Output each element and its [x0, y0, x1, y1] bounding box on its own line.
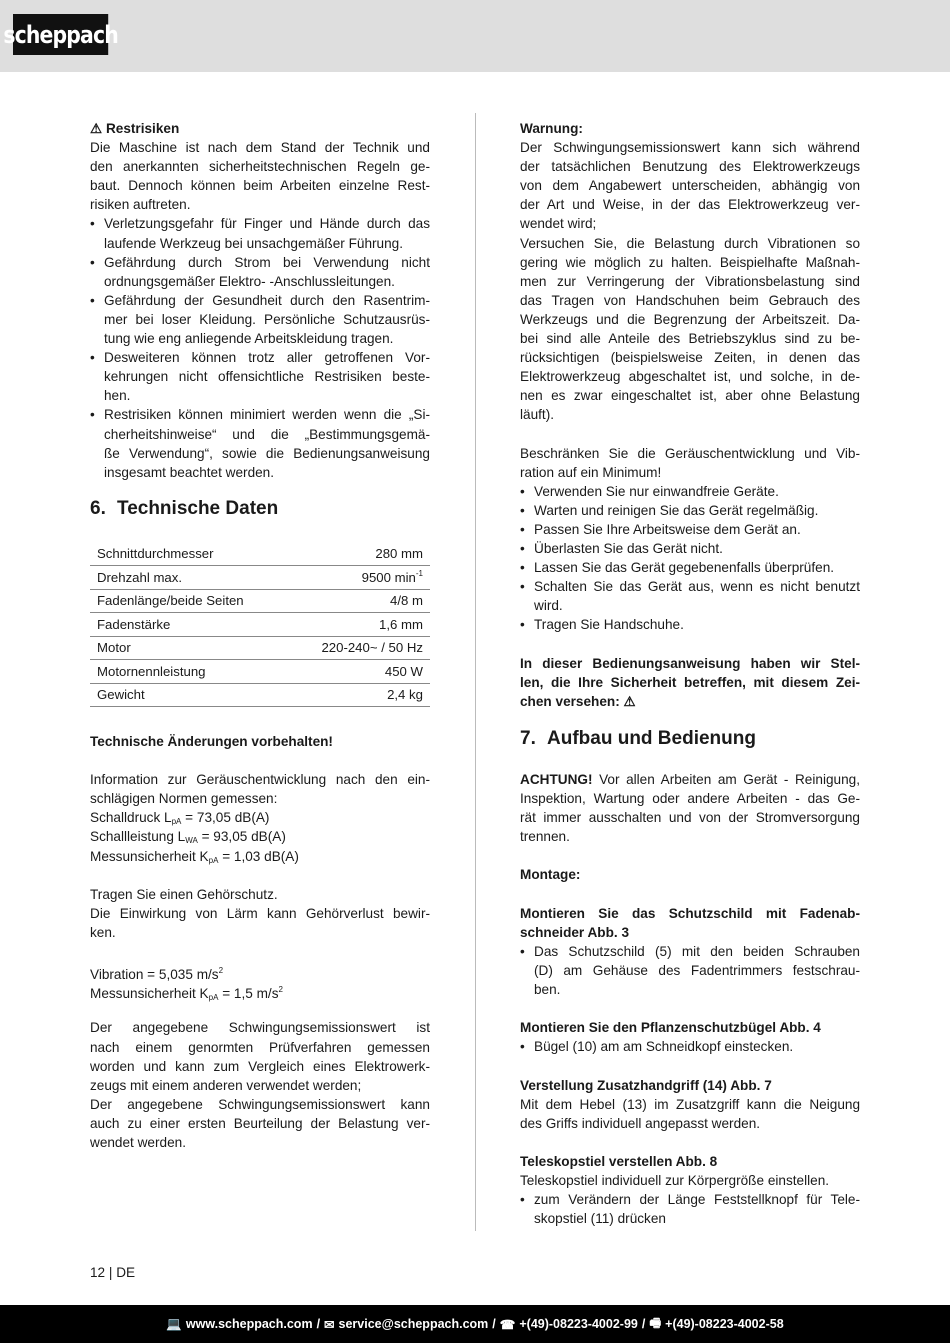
bullet-icon: •: [520, 617, 525, 633]
list-item-line: Schalten Sie das Gerät aus, wenn es nicht benutzt: [534, 579, 860, 595]
section-6-heading: [90, 498, 278, 520]
spec-value: [288, 660, 430, 684]
table-row: [90, 683, 430, 707]
spec-label: Motornennleistung: [90, 660, 288, 684]
spacer: [520, 846, 860, 865]
section-7-heading: [520, 728, 756, 750]
text-line: wendet wird;: [520, 216, 597, 232]
spacer: [520, 1056, 860, 1075]
bullet-icon: •: [520, 521, 525, 537]
text-line: das Tragen von Handschuhen beim Gebrauch des: [520, 292, 860, 308]
language-code: DE: [116, 1265, 136, 1280]
list-item-line: (D) am Gehäuse des Fadentrimmers festschrau-: [534, 962, 860, 978]
list-item-line: Verletzungsgefahr für Finger und Hände durch das: [104, 216, 430, 232]
text-segment: Messunsicherheit K: [90, 986, 209, 1002]
text-segment: Vibration = 5,035 m/s: [90, 967, 219, 983]
spec-label: Motor: [90, 636, 288, 660]
list-item: [520, 1190, 860, 1228]
text-line: Information zur Geräuschentwicklung nach den ein-: [90, 772, 430, 788]
phone-number: +(49)-08223-4002-99: [519, 1317, 638, 1331]
separator: |: [108, 1265, 113, 1280]
list-item-line: skopstiel (11) drücken: [534, 1211, 666, 1227]
list-item-line: kehrungen nicht offensichtliche Restrisiken beste-: [104, 369, 430, 385]
table-row: [90, 613, 430, 637]
list-item: [90, 253, 430, 291]
heading-text: Restrisiken: [105, 121, 180, 136]
text-line: des Griffs individuell angepasst werden.: [520, 1115, 761, 1131]
list-item: [90, 214, 430, 252]
bullet-icon: •: [520, 541, 525, 557]
text-line: len, die Ihre Sicherheit betreffen, mit diesem Zei-: [520, 674, 860, 690]
text-line: rät immer ausschalten und von der Stromversorgung: [520, 810, 860, 826]
spacer: [520, 1133, 860, 1152]
list-item-line: wird.: [534, 598, 563, 614]
text-block: [520, 1171, 860, 1190]
spec-label: Drehzahl max.: [90, 566, 288, 590]
spec-value: [288, 613, 430, 637]
email-link[interactable]: service@scheppach.com: [338, 1317, 489, 1331]
bold-heading: [520, 1152, 860, 1171]
spec-value: [288, 566, 430, 590]
left-column-bottom: [90, 732, 430, 1152]
right-column-bottom: [520, 770, 860, 1228]
spec-label: Gewicht: [90, 683, 288, 707]
bullet-icon: •: [90, 407, 95, 423]
text-segment: pA: [208, 993, 219, 1003]
warning-heading: [90, 119, 430, 138]
text-line: [90, 119, 430, 138]
text-line: der tatsächlichen Benutzung des Elektrowerkzeugs: [520, 159, 860, 175]
text-line: Technische Änderungen vorbehalten!: [90, 734, 333, 749]
text-line: Der angegebene Schwingungsemissionswert kann: [90, 1096, 430, 1112]
table-row: [90, 636, 430, 660]
bullet-list: [520, 1190, 860, 1228]
spec-value-text: 280 mm: [375, 546, 423, 561]
list-item: [90, 405, 430, 481]
list-item: [90, 291, 430, 348]
right-column-top: [520, 119, 860, 711]
spec-value-text: 450 W: [384, 663, 423, 679]
list-item-line: Lassen Sie das Gerät gegebenenfalls überprüfen.: [534, 560, 835, 576]
fax-number: +(49)-08223-4002-58: [665, 1317, 784, 1331]
text-line: nen es zwar eingeschaltet ist, aber ohne Belastung: [520, 388, 860, 404]
text-line: schlägigen Normen gemessen:: [90, 791, 278, 807]
bullet-icon: •: [90, 350, 95, 366]
paragraph: [90, 904, 430, 942]
paragraph: [520, 444, 860, 482]
list-item-line: Warten und reinigen Sie das Gerät regelmäßig.: [534, 502, 819, 518]
list-item-line: Überlasten Sie das Gerät nicht.: [534, 541, 723, 557]
text-segment: Schalldruck L: [90, 810, 172, 826]
page-number: [90, 1265, 135, 1280]
bold-heading: [520, 119, 860, 138]
list-item-line: Gefährdung durch Strom bei Verwendung nicht: [104, 254, 430, 270]
text-line: nach einem genormten Prüfverfahren gemessen: [90, 1039, 430, 1055]
column-divider: [475, 113, 476, 1231]
text-line: Der Schwingungsemissionswert kann sich während: [520, 140, 860, 156]
table-row: [90, 566, 430, 590]
bold-heading: [520, 1076, 860, 1095]
bullet-list: [90, 214, 430, 481]
spec-value-text: 9500 min: [361, 570, 416, 586]
bullet-icon: •: [520, 502, 525, 518]
bold-paragraph: [520, 654, 860, 711]
text-line: wendet werden.: [90, 1134, 186, 1150]
bullet-icon: •: [520, 483, 525, 499]
text-line: baut. Dennoch können beim Arbeiten einzelne Rest-: [90, 178, 430, 194]
list-item-line: tung wie eng anliegende Arbeitskleidung tragen.: [104, 331, 394, 347]
section-number: 7.: [520, 728, 536, 749]
text-block: [90, 961, 430, 1003]
phone-icon: ☎: [499, 1317, 516, 1332]
list-item: [520, 615, 860, 634]
left-column-top: [90, 119, 430, 482]
text-line: Die Maschine ist nach dem Stand der Technik und: [90, 140, 430, 156]
list-item-line: ße Verwendung“, sowie die Bedienungsanweisung: [104, 445, 430, 461]
paragraph: [90, 1018, 430, 1094]
text-line: Beschränken Sie die Geräuschentwicklung und Vib-: [520, 445, 860, 461]
bold-heading: [520, 865, 860, 884]
text-line: Warnung:: [520, 121, 583, 136]
bullet-icon: •: [90, 254, 95, 270]
list-item-line: Bügel (10) am am Schneidkopf einstecken.: [534, 1039, 794, 1055]
text-line: risiken auftreten.: [90, 197, 191, 213]
text-line: den anerkannten sicherheitstechnischen Regeln ge-: [90, 159, 430, 175]
text-line: men zur Verringerung der Vibrationsbelastung sind: [520, 273, 860, 289]
text-line: Montieren Sie den Pflanzenschutzbügel Abb. 4: [520, 1020, 821, 1036]
spec-value: [288, 683, 430, 707]
text-segment: Messunsicherheit K: [90, 848, 209, 864]
tech-data-table: [90, 542, 430, 707]
text-segment: = 1,5 m/s: [218, 986, 279, 1002]
section-number: 6.: [90, 498, 106, 519]
spec-value-text: 220-240~ / 50 Hz: [321, 640, 423, 656]
spacer: [90, 751, 430, 770]
paragraph: [90, 770, 430, 808]
text-segment: chen versehen:: [520, 693, 624, 709]
spec-value-text: 2,4 kg: [387, 687, 423, 703]
list-item-line: laufende Werkzeug bei unsachgemäßer Führung.: [104, 235, 403, 251]
spacer: [90, 942, 430, 961]
text-segment: = 73,05 dB(A): [181, 810, 270, 826]
bold-heading: [520, 1018, 860, 1037]
spec-label: Schnittdurchmesser: [90, 542, 288, 566]
paragraph: [90, 1095, 430, 1152]
text-line: ken.: [90, 924, 116, 940]
list-item: [520, 1037, 860, 1056]
text-segment: 2: [218, 966, 224, 976]
section-title: Aufbau und Bedienung: [547, 728, 756, 749]
text-block: [90, 885, 430, 904]
separator: /: [641, 1317, 646, 1331]
spec-value-text: 1,6 mm: [379, 616, 423, 632]
text-segment: pA: [171, 817, 182, 827]
paragraph: [520, 138, 860, 233]
list-item: [520, 501, 860, 520]
text-block: [90, 808, 430, 865]
text-line: auch zu einer ersten Beurteilung der Belastung ver-: [90, 1115, 430, 1131]
bullet-icon: •: [520, 579, 525, 595]
text-line: Tragen Sie einen Gehörschutz.: [90, 886, 278, 902]
paragraph: [520, 1095, 860, 1133]
bullet-list: [520, 942, 860, 999]
warning-icon: ⚠: [623, 693, 636, 709]
spacer: [520, 425, 860, 444]
text-line: In dieser Bedienungsanweisung haben wir Stel-: [520, 655, 860, 671]
spacer: [90, 999, 430, 1018]
page-number-value: 12: [90, 1265, 106, 1280]
text-line: von dem Angabewert unterscheiden, abhängig von: [520, 178, 860, 194]
text-line: [90, 961, 430, 983]
fax-icon: 🖷: [649, 1315, 662, 1330]
bullet-icon: •: [520, 560, 525, 576]
bullet-icon: •: [520, 1039, 525, 1055]
text-line: schneider Abb. 3: [520, 924, 630, 940]
list-item-line: mer bei loser Kleidung. Persönliche Schutzausrüs-: [104, 311, 430, 327]
bullet-icon: •: [520, 943, 525, 959]
text-line: läuft).: [520, 407, 554, 423]
paragraph: [90, 138, 430, 214]
text-line: Inspektion, Wartung oder andere Arbeiten - das Ge-: [520, 791, 860, 807]
page-footer: [0, 1305, 950, 1343]
spec-label: Fadenstärke: [90, 613, 288, 637]
list-item-line: cherheitshinweise“ und die „Bestimmungsgemä-: [104, 426, 430, 442]
scheppach-logo: scheppach: [13, 14, 108, 55]
text-segment: ACHTUNG!: [520, 772, 593, 787]
list-item-line: Tragen Sie Handschuhe.: [534, 617, 684, 633]
bullet-list: [520, 1037, 860, 1056]
text-line: Werkzeugs und die Begrenzung der Arbeitszeit. Da-: [520, 311, 860, 327]
section-title: Technische Daten: [117, 498, 279, 519]
text-line: Die Einwirkung von Lärm kann Gehörverlust bewir-: [90, 905, 430, 921]
list-item-line: ben.: [534, 982, 561, 998]
list-item-line: zum Verändern der Länge Feststellknopf für Tele-: [534, 1192, 860, 1208]
list-item-line: Das Schutzschild (5) mit den beiden Schrauben: [534, 943, 860, 959]
text-line: bei sind alle Anteile des Betriebszyklus sind zu be-: [520, 331, 860, 347]
list-item: [520, 577, 860, 615]
bullet-icon: •: [90, 216, 95, 232]
list-item-line: Gefährdung der Gesundheit durch den Rasentrim-: [104, 292, 430, 308]
text-line: Versuchen Sie, die Belastung durch Vibrationen so: [520, 235, 860, 251]
spacer: [520, 885, 860, 904]
website-link[interactable]: www.scheppach.com: [185, 1317, 313, 1331]
spacer: [520, 635, 860, 654]
separator: /: [492, 1317, 496, 1331]
text-segment: Vor allen Arbeiten am Gerät - Reinigung,: [592, 772, 860, 787]
spec-value-exponent: -1: [415, 569, 423, 579]
list-item: [520, 520, 860, 539]
text-line: Teleskopstiel verstellen Abb. 8: [520, 1153, 718, 1169]
spec-value-text: 4/8 m: [390, 593, 423, 609]
list-item: [520, 539, 860, 558]
spec-value: [288, 589, 430, 613]
text-segment: Schallleistung L: [90, 829, 186, 845]
text-line: [520, 770, 860, 789]
warning-icon: ⚠: [90, 121, 106, 136]
text-line: rücksichtigen (beispielsweise Zeiten, in denen das: [520, 350, 860, 366]
spec-value: [288, 636, 430, 660]
text-line: Der angegebene Schwingungsemissionswert ist: [90, 1020, 430, 1036]
page-header: [0, 0, 950, 72]
table-row: [90, 660, 430, 684]
text-segment: = 93,05 dB(A): [197, 829, 286, 845]
list-item-line: Verwenden Sie nur einwandfreie Geräte.: [534, 483, 779, 499]
list-item: [90, 348, 430, 405]
list-item-line: insgesamt beachtet werden.: [104, 464, 275, 480]
list-item-line: Passen Sie Ihre Arbeitsweise dem Gerät an.: [534, 521, 801, 537]
list-item: [520, 482, 860, 501]
list-item-line: Desweiteren können trotz aller getroffenen Vor-: [104, 350, 430, 366]
separator: /: [316, 1317, 321, 1331]
text-line: der Art und Weise, in der das Elektrowerkzeug ver-: [520, 197, 860, 213]
computer-icon: 💻: [166, 1316, 182, 1331]
text-segment: 2: [278, 985, 283, 995]
text-line: worden und kann zum Vergleich eines Elektrowerk-: [90, 1058, 430, 1074]
text-line: Verstellung Zusatzhandgriff (14) Abb. 7: [520, 1077, 772, 1093]
list-item: [520, 942, 860, 999]
table-row: [90, 589, 430, 613]
text-line: [520, 692, 860, 711]
text-line: [90, 847, 430, 866]
list-item-line: Restrisiken können minimiert werden wenn die „Si-: [104, 407, 430, 423]
bullet-list: [520, 482, 860, 635]
paragraph: [520, 234, 860, 425]
text-segment: = 1,03 dB(A): [218, 848, 299, 864]
bullet-icon: •: [520, 1192, 525, 1208]
text-line: [90, 827, 430, 846]
spec-value: [288, 542, 430, 566]
text-segment: WA: [185, 836, 198, 846]
list-item-line: ordnungsgemäßer Elektro- -Anschlussleitungen.: [104, 273, 395, 289]
text-line: Elektrowerkzeug abgeschaltet ist, und solche, in de-: [520, 369, 860, 385]
text-line: ration auf ein Minimum!: [520, 464, 662, 480]
list-item-line: hen.: [104, 388, 131, 404]
paragraph: [520, 770, 860, 846]
mail-icon: ✉: [324, 1317, 335, 1332]
text-line: Montieren Sie das Schutzschild mit Fadenab-: [520, 905, 860, 921]
text-line: trennen.: [520, 829, 570, 845]
text-line: zeugs mit einem anderen verwendet werden;: [90, 1077, 362, 1093]
bold-heading: [90, 732, 430, 751]
list-item: [520, 558, 860, 577]
text-line: Mit dem Hebel (13) im Zusatzgriff kann die Neigung: [520, 1096, 860, 1112]
text-segment: pA: [208, 855, 219, 865]
spacer: [520, 999, 860, 1018]
text-line: gering wie möglich zu halten. Beispielhafte Maßnah-: [520, 254, 860, 270]
text-line: Teleskopstiel individuell zur Körpergröße einstellen.: [520, 1172, 830, 1188]
text-line: Montage:: [520, 867, 581, 883]
spec-label: Fadenlänge/beide Seiten: [90, 589, 288, 613]
table-row: [90, 542, 430, 566]
bold-paragraph: [520, 904, 860, 942]
bullet-icon: •: [90, 292, 95, 308]
text-line: [90, 980, 430, 1003]
text-line: [90, 808, 430, 827]
spacer: [90, 866, 430, 885]
